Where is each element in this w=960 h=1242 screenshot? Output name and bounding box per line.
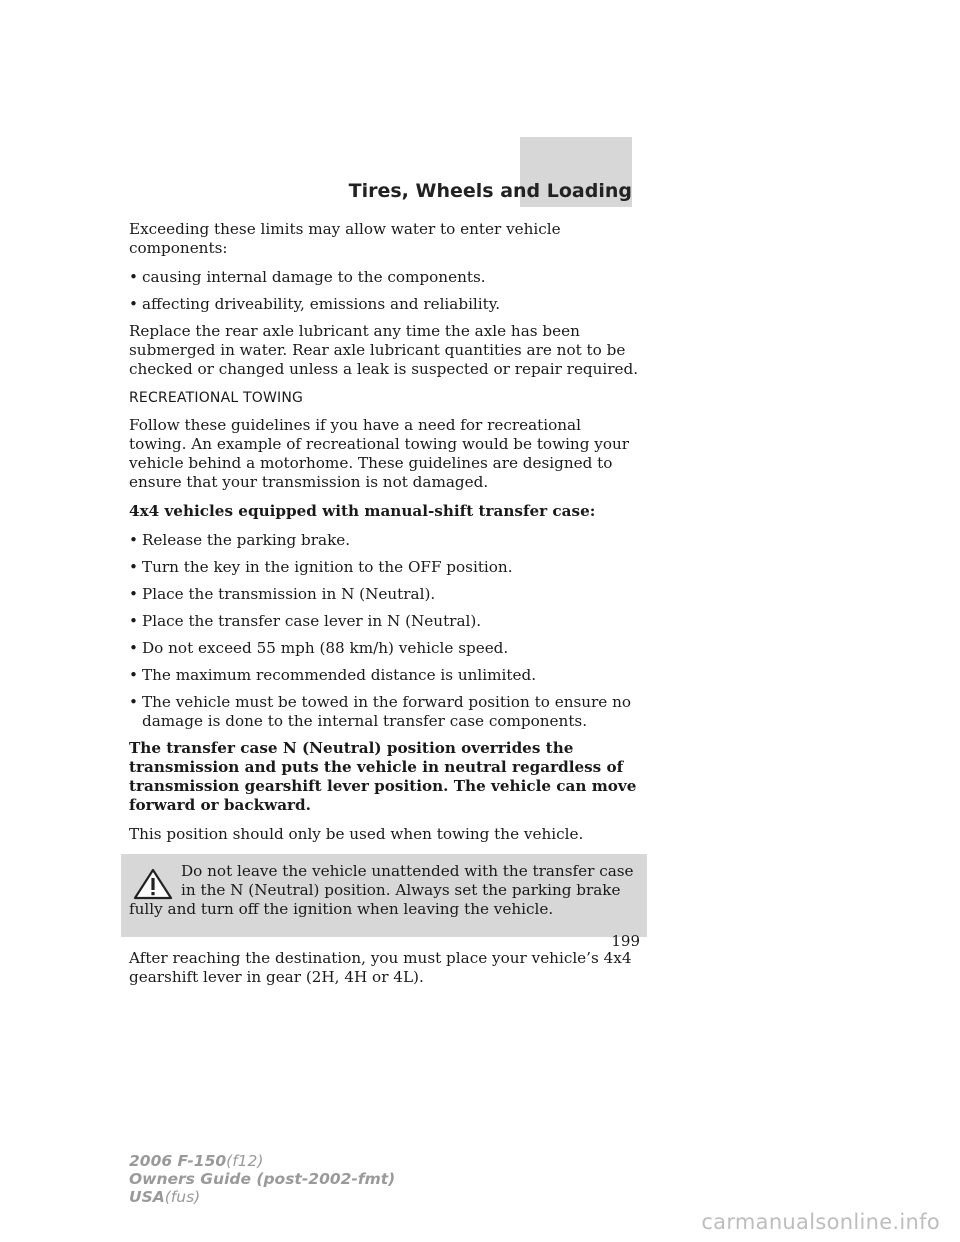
bullet-icon: • <box>129 295 138 313</box>
list-item: • The vehicle must be towed in the forward position to ensure no damage is done to the internal transfer case components. <box>129 693 632 730</box>
list-item: • Release the parking brake. <box>129 531 351 549</box>
bullet-icon: • <box>129 612 138 630</box>
footer-line-model: 2006 F-150(f12) <box>129 1152 264 1170</box>
warning-text: Do not leave the vehicle unattended with the transfer case in the N (Neutral) position. Always set the parking brake fully and turn off the ignition when leaving the vehicle. <box>129 862 634 918</box>
document-footer <box>129 1152 395 1206</box>
subheading: 4x4 vehicles equipped with manual-shift transfer case: <box>129 502 596 520</box>
bullet-icon: • <box>129 585 138 603</box>
page-number: 199 <box>611 932 640 950</box>
final-paragraph: After reaching the destination, you must place your vehicle’s 4x4 gearshift lever in gear (2H, 4H or 4L). <box>129 949 632 986</box>
intro-paragraph: Exceeding these limits may allow water to enter vehicle components: <box>129 220 561 257</box>
intro-bullet-list <box>129 268 639 314</box>
list-item: • Place the transmission in N (Neutral). <box>129 585 436 603</box>
axle-paragraph: Replace the rear axle lubricant any time the axle has been submerged in water. Rear axle lubricant quantities are not to be checked or changed unless a leak is suspected or repair required. <box>129 322 639 378</box>
page-section-title: Tires, Wheels and Loading <box>348 180 632 202</box>
bullet-icon: • <box>129 693 138 711</box>
warning-triangle-icon <box>133 868 173 900</box>
bullet-icon: • <box>129 666 138 684</box>
footer-line-market: USA(fus) <box>129 1188 201 1206</box>
list-item: • Do not exceed 55 mph (88 km/h) vehicle speed. <box>129 639 509 657</box>
list-item: • Turn the key in the ignition to the OFF position. <box>129 558 513 576</box>
list-item: • The maximum recommended distance is unlimited. <box>129 666 537 684</box>
page-content <box>129 220 639 997</box>
neutral-override-paragraph: The transfer case N (Neutral) position overrides the transmission and puts the vehicle in neutral regardless of transmission gearshift lever position. The vehicle can move forward or backward. <box>129 739 637 814</box>
bullet-icon: • <box>129 558 138 576</box>
towing-paragraph: Follow these guidelines if you have a need for recreational towing. An example of recreational towing would be towing your vehicle behind a motorhome. These guidelines are designed to ensure that your transmission is not damaged. <box>129 416 630 491</box>
bullet-icon: • <box>129 639 138 657</box>
bullet-icon: • <box>129 531 138 549</box>
warning-box <box>121 854 647 937</box>
bullet-icon: • <box>129 268 138 286</box>
list-item: • affecting driveability, emissions and reliability. <box>129 295 501 313</box>
watermark-text: carmanualsonline.info <box>701 1210 940 1234</box>
section-heading: RECREATIONAL TOWING <box>129 390 304 406</box>
towing-steps-list <box>129 531 639 731</box>
list-item: • Place the transfer case lever in N (Neutral). <box>129 612 482 630</box>
footer-line-guide: Owners Guide (post-2002-fmt) <box>129 1170 396 1188</box>
position-paragraph: This position should only be used when towing the vehicle. <box>129 825 584 843</box>
list-item: • causing internal damage to the components. <box>129 268 486 286</box>
